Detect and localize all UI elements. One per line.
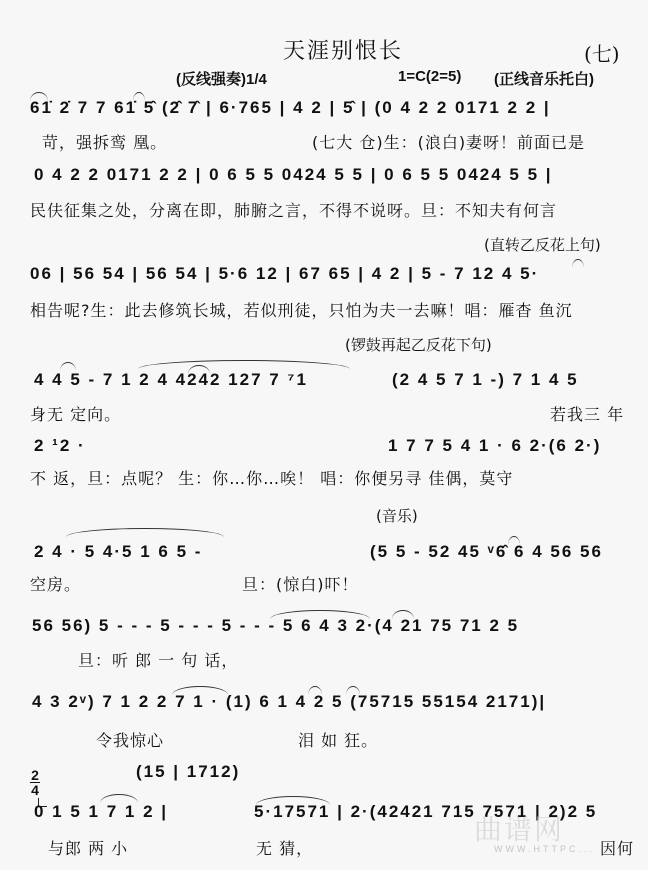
lyrics-line-7: 旦：听 郎 一 句 话， bbox=[78, 651, 239, 670]
time-signature-bottom: 4 bbox=[31, 782, 39, 798]
lyrics-line-9-mid: 无 猜， bbox=[256, 839, 314, 858]
lyrics-line-4-right: 若我三 年 bbox=[550, 405, 625, 424]
song-title: 天涯别恨长 bbox=[283, 39, 404, 64]
notation-line-2: 0 4 2 2 0171 2 2 | 0 6 5 5 0424 5 5 | 0 6 5 5 0424 5 5 | bbox=[34, 165, 553, 184]
key-instruction: (正线音乐托白) bbox=[494, 71, 594, 88]
cue-notation: (15 | 1712) bbox=[136, 762, 241, 781]
notation-line-3: 06 | 56 54 | 56 54 | 5·6 12 | 67 65 | 4 2 | 5 - 7 12 4 5· bbox=[30, 264, 540, 283]
performance-cue: (直转乙反花上句) bbox=[484, 236, 601, 254]
lyrics-line-5: 不 返，旦：点呢？ 生：你…你…唉！ 唱：你便另寻 佳偶，莫守 bbox=[30, 469, 514, 488]
notation-line-1: 61̇ 2̇ 7 7 61̇ 5̂ (2̂ 7̂ | 6·765 | 4 2 | 5̂ | (0 4 2 2 0171 2 2 | bbox=[30, 98, 551, 117]
notation-line-7: 56 56) 5 - - - 5 - - - 5 - - - 5 6 4 3 2·(4 21 75 71 2 5 bbox=[32, 616, 520, 635]
lyrics-line-9: 与郎 两 小 bbox=[48, 839, 129, 858]
slur bbox=[138, 360, 350, 369]
watermark-logo: 曲谱网 bbox=[474, 813, 565, 846]
notation-line-6-right: (5 5 - 52 45 ᵛ6̂ 6 4 56 56 bbox=[370, 542, 603, 561]
part-number: (七) bbox=[584, 42, 620, 66]
time-signature-top: 2 bbox=[31, 767, 39, 783]
notation-line-5-right: 1 7 7 5 4 1 · 6 2·(6 2·) bbox=[388, 436, 602, 455]
lyrics-line-8: 令我惊心 bbox=[96, 731, 165, 750]
lyrics-line-4: 身无 定向。 bbox=[30, 405, 122, 424]
notation-line-4-right: (2 4 5 7 1 -) 7 1 4 5 bbox=[392, 370, 579, 389]
performance-cue: (音乐) bbox=[376, 507, 418, 525]
lyrics-line-2: 民伕征集之处，分离在即，肺腑之言，不得不说呀。旦：不知夫有何言 bbox=[30, 201, 558, 220]
lyrics-line-3: 相告呢?生：此去修筑长城，若似刑徒，只怕为夫一去嘛！唱：雁杳 鱼沉 bbox=[30, 301, 573, 320]
key-signature: 1=C(2=5) bbox=[398, 68, 462, 85]
dialogue-line-6: 旦：(惊白)吓！ bbox=[242, 575, 359, 594]
tempo-marking: (反线强奏)1/4 bbox=[176, 71, 267, 88]
notation-line-5: 2 ¹2 · bbox=[34, 436, 86, 455]
notation-line-8: 4 3 2ᵛ) 7 1 2 2 7 1 · (1) 6 1 4 2 5 (75715 55154 2171)| bbox=[32, 692, 547, 711]
notation-line-9-right: 5·17571 | 2·(42421 715 7571 | 2)2 5 bbox=[254, 802, 598, 821]
slur bbox=[66, 528, 224, 537]
lyrics-line-8-right: 泪 如 狂。 bbox=[298, 731, 379, 750]
lyrics-line-6: 空房。 bbox=[30, 575, 82, 594]
dialogue-line-1: (七大 仓)生：(浪白)妻呀！前面已是 bbox=[312, 133, 586, 152]
notation-line-4: 4 4 5 - 7 1 2 4 4242 127 7 ⁷1 bbox=[34, 370, 308, 389]
watermark-url: WWW.HTTPC... bbox=[494, 844, 595, 854]
performance-cue: (锣鼓再起乙反花下句) bbox=[345, 336, 492, 354]
notation-line-9: 0 1 5 1 7 1 2 | bbox=[34, 802, 169, 821]
lyrics-line-9-right: 因何 bbox=[600, 839, 635, 858]
notation-line-6: 2 4 · 5 4·5 1 6 5 - bbox=[34, 542, 203, 561]
slur bbox=[572, 259, 584, 268]
lyrics-line-1: 苛，强拆鸾 凰。 bbox=[42, 133, 168, 152]
time-signature bbox=[30, 768, 40, 797]
